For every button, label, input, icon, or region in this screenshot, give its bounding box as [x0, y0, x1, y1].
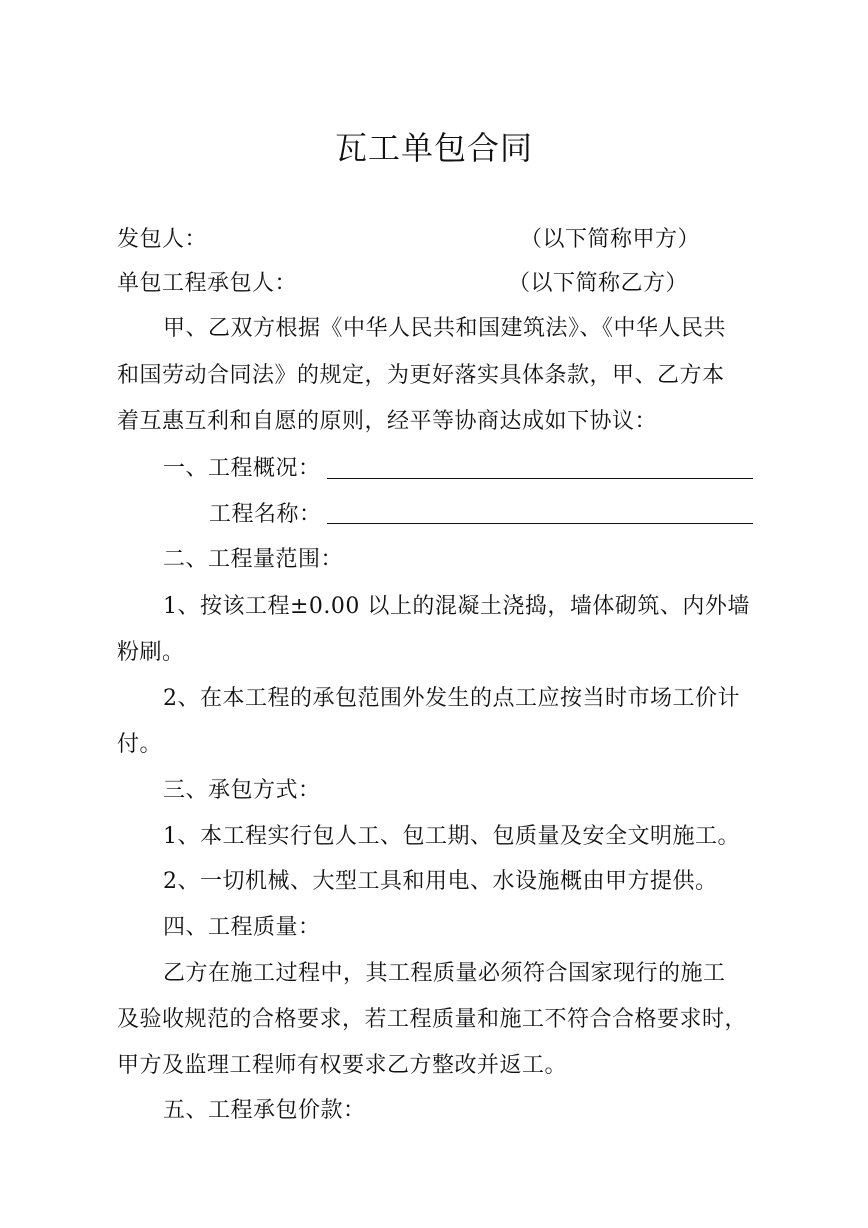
- method-item-1: 1、本工程实行包人工、包工期、包质量及安全文明施工。: [163, 824, 740, 849]
- party-a-label: 发包人：: [117, 227, 208, 252]
- scope-item-1-cont: 粉刷。: [117, 640, 185, 665]
- party-b-label: 单包工程承包人：: [117, 271, 298, 296]
- party-a-note: （以下简称甲方）: [520, 227, 701, 252]
- scope-item-2-cont: 付。: [117, 732, 163, 757]
- section-1-heading: 一、工程概况：: [163, 456, 321, 481]
- section-4-heading: 四、工程质量：: [163, 915, 321, 940]
- project-name-label: 工程名称：: [209, 502, 322, 527]
- project-overview-line: [327, 478, 753, 479]
- method-item-2: 2、一切机械、大型工具和用电、水设施概由甲方提供。: [163, 869, 718, 894]
- section-3-heading: 三、承包方式：: [163, 778, 321, 803]
- section-2-heading: 二、工程量范围：: [163, 547, 344, 572]
- scope-item-1: 1、按该工程±0.00 以上的混凝土浇捣，墙体砌筑、内外墙: [163, 594, 750, 619]
- project-name-line: [327, 523, 753, 524]
- quality-line: 及验收规范的合格要求，若工程质量和施工不符合合格要求时，: [117, 1007, 748, 1032]
- party-b-note: （以下简称乙方）: [508, 271, 689, 296]
- preamble-line: 甲、乙双方根据《中华人民共和国建筑法》、《中华人民共: [163, 316, 727, 341]
- preamble-line: 和国劳动合同法》的规定，为更好落实具体条款，甲、乙方本: [117, 363, 725, 388]
- quality-line: 乙方在施工过程中，其工程质量必须符合国家现行的施工: [163, 961, 726, 986]
- section-5-heading: 五、工程承包价款：: [163, 1098, 366, 1123]
- scope-item-2: 2、在本工程的承包范围外发生的点工应按当时市场工价计: [163, 686, 740, 711]
- quality-line: 甲方及监理工程师有权要求乙方整改并返工。: [117, 1053, 568, 1078]
- document-title: 瓦工单包合同: [334, 129, 533, 167]
- preamble-line: 着互惠互利和自愿的原则，经平等协商达成如下协议：: [117, 409, 658, 434]
